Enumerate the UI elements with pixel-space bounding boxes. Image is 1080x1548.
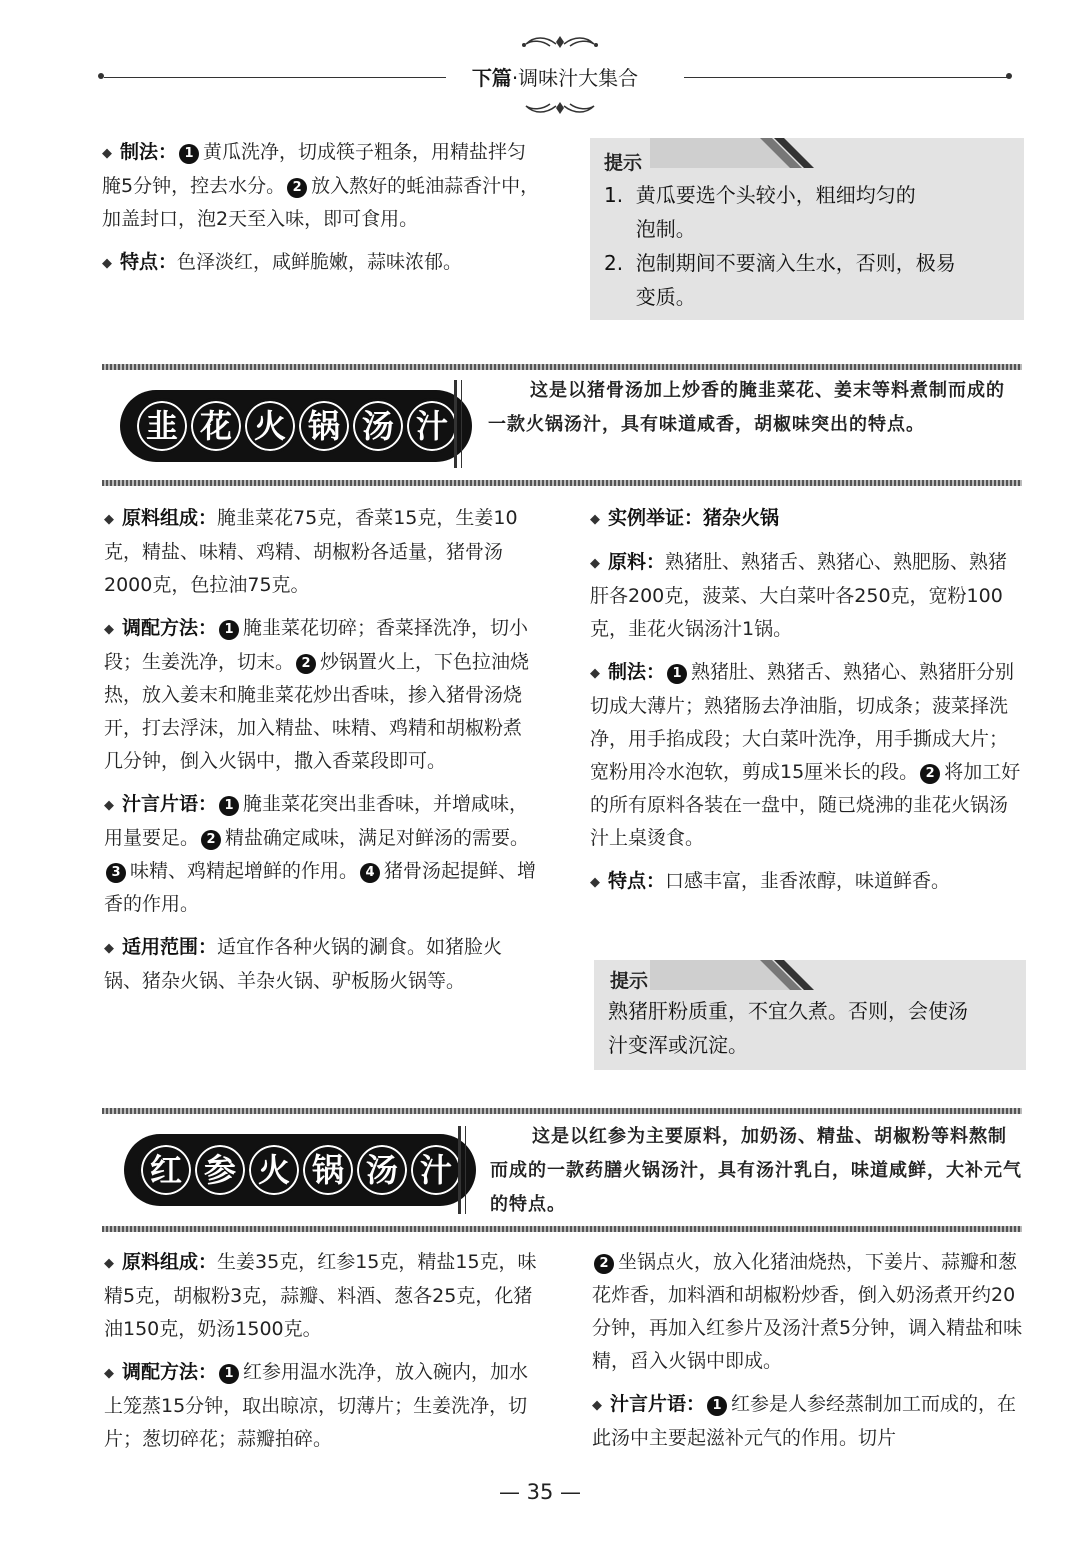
diamond-bullet-icon	[590, 866, 608, 899]
section2-method-continued: 2 坐锅点火，放入化猪油烧热，下姜片、蒜瓣和葱花炸香，加料酒和胡椒粉炒香，倒入奶汤煮开约20分钟，再加入红参片及汤汁煮5分钟，调入精盐和味精，舀入火锅中即成。	[592, 1251, 1023, 1372]
diamond-bullet-icon	[590, 657, 608, 690]
section1-feature: ◆特点：口感丰富，韭香浓醇，味道鲜香。	[590, 865, 1026, 899]
header-dot-right	[1006, 73, 1012, 79]
diamond-bullet-icon	[104, 789, 122, 822]
section1-title-pill: 韭 花 火 锅 汤 汁	[120, 390, 472, 462]
tip-tab-decoration	[650, 960, 830, 990]
method-paragraph: ◆制法： 1 黄瓜洗净，切成筷子粗条，用精盐拌匀腌5分钟，控去水分。 2 放入熬好的蚝油蒜香汁中，加盖封口，泡2天至入味，即可食用。	[102, 136, 540, 236]
top-left-column	[102, 136, 540, 290]
step-1-icon: 1	[667, 664, 687, 684]
section2-notes: ◆汁言片语： 1 红参是人参经蒸制加工而成的，在此汤中主要起滋补元气的作用。切片	[592, 1388, 1030, 1455]
page-number: — 35 —	[498, 1480, 582, 1504]
running-header: 下篇·调味汁大集合	[471, 66, 639, 90]
step-2-icon: 2	[287, 178, 307, 198]
tip-box-top	[590, 138, 1024, 320]
ornament-bottom	[520, 94, 600, 118]
section1-cook: ◆制法： 1 熟猪肚、熟猪舌、熟猪心、熟猪肝分别切成大薄片；熟猪肠去净油脂，切成条；菠菜择洗净，用手掐成段；大白菜叶洗净，用手撕成大片；宽粉用冷水泡软，剪成15厘米长的段。 2 将加工好的所有原料各装在一盘中，随已烧沸的韭花火锅汤汁上桌烫食。	[590, 656, 1026, 855]
header-rule-right	[684, 77, 1008, 78]
section1-left-column	[104, 502, 540, 1008]
step-1-icon: 1	[219, 796, 239, 816]
section2-intro: 这是以红参为主要原料，加奶汤、精盐、胡椒粉等料熬制而成的一款药膳火锅汤汁，具有汤汁乳白，味道咸鲜，大补元气的特点。	[490, 1126, 1022, 1215]
section2-band-top	[102, 1108, 1022, 1114]
step-2-icon: 2	[201, 830, 221, 850]
step-2-icon: 2	[296, 654, 316, 674]
section1-band-top	[102, 364, 1022, 370]
section2-ingredients: ◆原料组成：生姜35克，红参15克，精盐15克，味精5克，胡椒粉3克，蒜瓣、料酒、葱各25克，化猪油150克，奶汤1500克。	[104, 1246, 544, 1346]
section1-intro: 这是以猪骨汤加上炒香的腌韭菜花、姜末等料煮制而成的一款火锅汤汁，具有味道咸香，胡椒味突出的特点。	[488, 380, 1005, 435]
step-4-icon: 4	[360, 863, 380, 883]
section1-title	[120, 390, 448, 462]
section2-title-pill: 红 参 火 锅 汤 汁	[124, 1134, 476, 1206]
diamond-bullet-icon	[104, 1247, 122, 1280]
diamond-bullet-icon	[590, 503, 608, 536]
diamond-bullet-icon	[104, 1357, 122, 1390]
section2-right-column	[592, 1246, 1030, 1465]
step-1-icon: 1	[179, 144, 199, 164]
step-1-icon: 1	[707, 1396, 727, 1416]
tip-label: 提示	[604, 152, 643, 174]
section2-band-bottom	[102, 1226, 1022, 1232]
section2-divider	[458, 1126, 466, 1214]
section1-band-bottom	[102, 480, 1022, 486]
section2-method: ◆调配方法： 1 红参用温水洗净，放入碗内，加水上笼蒸15分钟，取出晾凉，切薄片；生姜洗净，切片；葱切碎花；蒜瓣拍碎。	[104, 1356, 544, 1456]
diamond-bullet-icon	[102, 137, 120, 170]
diamond-bullet-icon	[102, 247, 120, 280]
diamond-bullet-icon	[104, 503, 122, 536]
section1-scope: ◆适用范围：适宜作各种火锅的涮食。如猪脸火锅、猪杂火锅、羊杂火锅、驴板肠火锅等。	[104, 931, 540, 998]
section1-right-column	[590, 502, 1026, 909]
section1-divider	[454, 380, 462, 468]
diamond-bullet-icon	[104, 613, 122, 646]
step-2-icon: 2	[920, 764, 940, 784]
diamond-bullet-icon	[104, 932, 122, 965]
section2-left-column	[104, 1246, 544, 1466]
step-1-icon: 1	[219, 1364, 239, 1384]
section1-ingredients: ◆原料组成：腌韭菜花75克，香菜15克，生姜10克，精盐、味精、鸡精、胡椒粉各适量，猪骨汤2000克，色拉油75克。	[104, 502, 540, 602]
feature-paragraph: ◆特点：色泽淡红，咸鲜脆嫩，蒜味浓郁。	[102, 246, 540, 280]
step-1-icon: 1	[219, 620, 239, 640]
tip-box-section1	[594, 960, 1026, 1070]
section1-example: ◆实例举证：猪杂火锅	[590, 502, 1026, 536]
header-dot-left	[98, 73, 104, 79]
section2-title	[124, 1134, 452, 1206]
tip-label: 提示	[610, 970, 649, 992]
step-3-icon: 3	[106, 863, 126, 883]
step-2-icon: 2	[594, 1254, 614, 1274]
section1-raw: ◆原料：熟猪肚、熟猪舌、熟猪心、熟肥肠、熟猪肝各200克，菠菜、大白菜叶各250克，宽粉100克，韭花火锅汤汁1锅。	[590, 546, 1026, 646]
tip-text: 1. 黄瓜要选个头较小，粗细均匀的 泡制。 2. 泡制期间不要滴入生水，否则，极易 变质。	[604, 183, 956, 309]
tip-tab-decoration	[650, 138, 830, 168]
section1-notes: ◆汁言片语： 1 腌韭菜花突出韭香味，并增咸味，用量要足。 2 精盐确定咸味，满足对鲜汤的需要。3 味精、鸡精起增鲜的作用。 4 猪骨汤起提鲜、增香的作用。	[104, 788, 540, 921]
header-rule-left	[104, 77, 446, 78]
diamond-bullet-icon	[592, 1389, 610, 1422]
tip-text: 熟猪肝粉质重，不宜久煮。否则，会使汤 汁变浑或沉淀。	[608, 999, 968, 1057]
ornament-top	[520, 32, 600, 56]
section1-method: ◆调配方法： 1 腌韭菜花切碎；香菜择洗净，切小段；生姜洗净，切末。 2 炒锅置火上，下色拉油烧热，放入姜末和腌韭菜花炒出香味，掺入猪骨汤烧开，打去浮沫，加入精盐、味精、鸡精和胡椒粉煮几分钟，倒入火锅中，撒入香菜段即可。	[104, 612, 540, 778]
diamond-bullet-icon	[590, 547, 608, 580]
